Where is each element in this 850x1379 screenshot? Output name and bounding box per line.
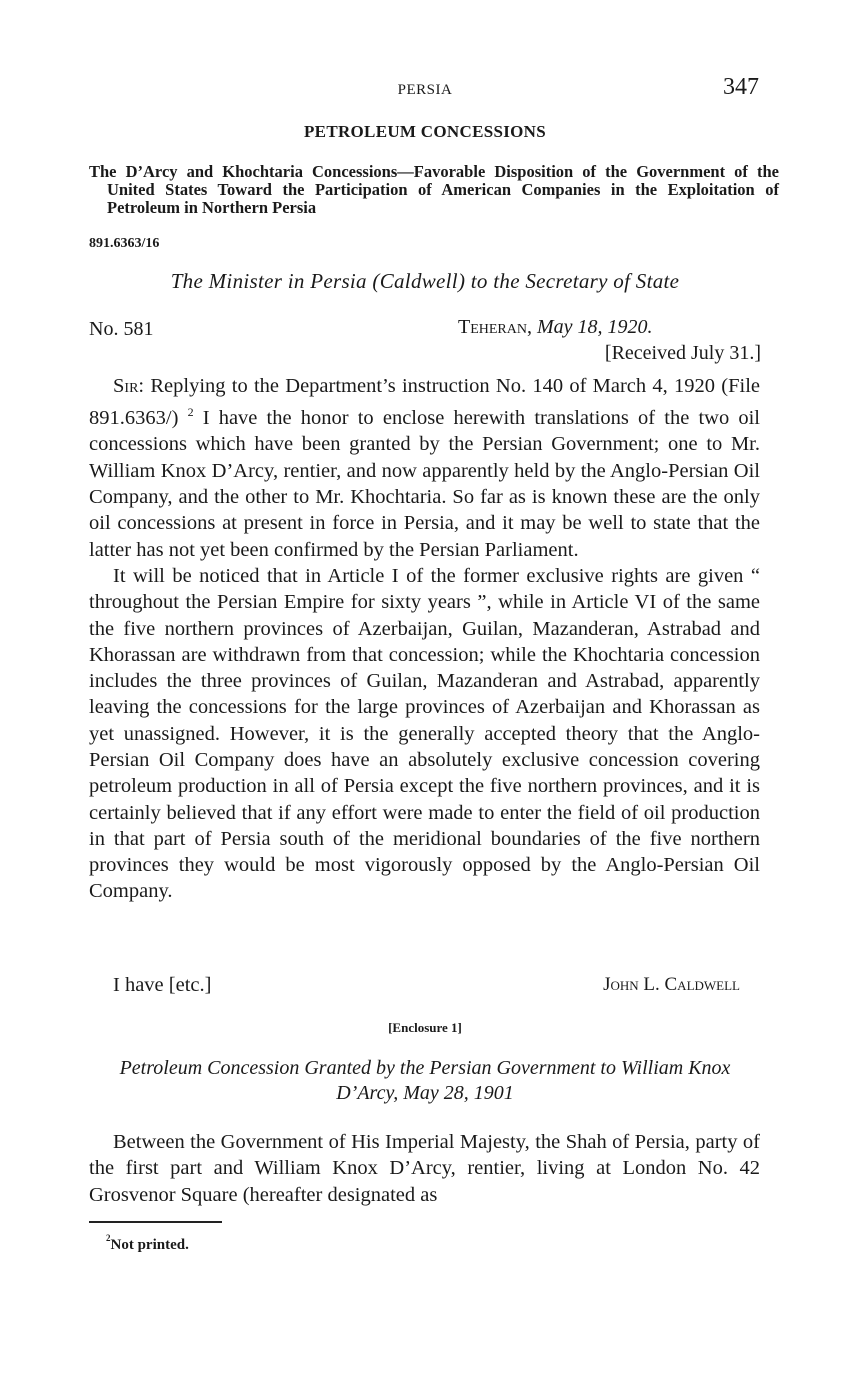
section-title: PETROLEUM CONCESSIONS — [304, 122, 546, 141]
place: Teheran — [458, 316, 527, 338]
signature: John L. Caldwell — [603, 974, 740, 995]
document-number: No. 581 — [89, 318, 154, 340]
enclosure-title: Petroleum Concession Granted by the Persian Government to William Knox D’Arcy, May 28, 1901 — [119, 1057, 731, 1104]
received-date: [Received July 31.] — [604, 342, 761, 364]
footnote — [106, 1235, 189, 1254]
enclosure-label: [Enclosure 1] — [388, 1020, 462, 1035]
salutation: Sir: — [113, 375, 145, 397]
footnote-text: Not printed. — [110, 1237, 189, 1253]
footnote-divider — [89, 1221, 222, 1223]
document-heading: The Minister in Persia (Caldwell) to the Secretary of State — [170, 269, 680, 293]
paragraph-1-part-a: Replying to the Department’s instruction No. 140 of March 4, 1920 (File 891.6363/) — [89, 375, 760, 430]
subtitle: The D’Arcy and Khochtaria Concessions—Favorable Disposition of the Government of the United States Toward the Participation of American Companies in the Exploitation of Petroleum in Northern Persia — [89, 162, 779, 217]
page-number: 347 — [723, 74, 759, 100]
footnote-reference: 2 — [187, 405, 194, 420]
letter-body — [89, 373, 760, 905]
sign-off: I have [etc.] — [113, 974, 212, 996]
letter-paragraph-2: It will be noticed that in Article I of the former exclusive rights are given “ throughout the Persian Empire for sixty years ”, while in Article VI of the same the five northern provinces of Azerbaijan, Guilan, Mazanderan, Astrabad and Khorassan are withdrawn from that concession; while the Khochtaria concession includes the three provinces of Guilan, Mazanderan and Astrabad, apparently leaving the concessions for the large provinces of Azerbaijan and Khorassan as yet unassigned. However, it is the generally accepted theory that the Anglo-Persian Oil Company does have an absolutely exclusive concession covering petroleum production in all of Persia except the five northern provinces, and it is certainly believed that if any effort were made to enter the field of oil production in that part of Persia south of the meridional boundaries of the five northern provinces they would be most vigorously opposed by the Anglo-Persian Oil Company. — [89, 564, 760, 903]
running-head: PERSIA — [397, 82, 453, 98]
place-and-date: Teheran, May 18, 1920. — [458, 316, 653, 338]
enclosure-body — [89, 1129, 760, 1208]
file-reference: 891.6363/16 — [89, 236, 160, 251]
letter-paragraph-1 — [89, 373, 760, 563]
enclosure-paragraph: Between the Government of His Imperial Majesty, the Shah of Persia, party of the first part and William Knox D’Arcy, rentier, living at London No. 42 Grosvenor Square (hereafter designated as — [89, 1131, 760, 1206]
date: May 18, 1920. — [537, 316, 653, 338]
paragraph-1-part-b: I have the honor to enclose herewith translations of the two oil concessions which have been granted by the Persian Government; one to Mr. William Knox D’Arcy, rentier, and now apparently held by the Anglo-Persian Oil Company, and the other to Mr. Khochtaria. So far as is known these are the only oil concessions at present in force in Persia, and it may be well to state that the latter has not yet been confirmed by the Persian Parliament. — [89, 407, 760, 561]
footnote-marker: 2 — [106, 1233, 111, 1243]
